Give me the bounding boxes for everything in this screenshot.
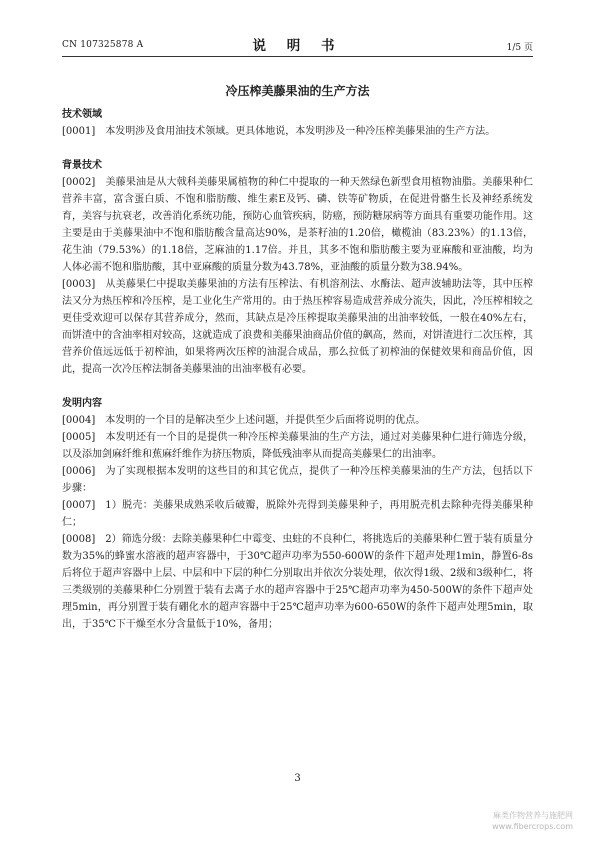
header-rule <box>62 56 533 57</box>
paragraph <box>62 531 533 633</box>
paragraph-number: [0006] <box>62 466 96 477</box>
watermark-url: www.fibercrops.com <box>492 822 573 831</box>
paragraph <box>62 429 533 463</box>
paragraph-number: [0008] <box>62 534 96 545</box>
page-header <box>62 30 533 54</box>
section-heading: 技术领域 <box>62 109 102 120</box>
paragraph <box>62 412 533 429</box>
paragraph-text: 本发明还有一个目的是提供一种冷压榨美藤果油的生产方法，通过对美藤果种仁进行筛选分级，以及添加剑麻纤维和蕉麻纤维作为挤压物质，降低残油率从而提高美藤果仁的出油率。 <box>62 432 533 460</box>
section-heading: 发明内容 <box>62 398 102 409</box>
document-title: 冷压榨美藤果油的生产方法 <box>225 84 370 98</box>
publication-number: CN 107325878 A <box>62 40 144 50</box>
paragraph-text: 2）筛选分级：去除美藤果种仁中霉变、虫蛀的不良种仁，将挑选后的美藤果种仁置于装有质量分数为35%的蜂蜜水溶液的超声容器中，于30℃超声功率为550-600W的条件下超声处理1min，静置6-8s后将位于超声容器中上层、中层和中下层的种仁分别取出并依次分装处理，依次得1级、2级和3级种仁，将三类级别的美藤果种仁分别置于装有去离子水的超声容器中于25℃超声功率为450-500W的条件下超声处理5min，再分别置于装有硼化水的超声容器中于25℃超声功率为600-650W的条件下超声处理5min，取出，于35℃下干燥至水分含量低于10%，备用； <box>62 534 533 630</box>
page-indicator: 1/5 页 <box>506 43 533 53</box>
paragraph-number: [0007] <box>62 500 96 511</box>
paragraph <box>62 174 533 276</box>
paragraph <box>62 276 533 378</box>
paragraph-text: 美藤果油是从大戟科美藤果属植物的种仁中提取的一种天然绿色新型食用植物油脂。美藤果种仁营养丰富，富含蛋白质、不饱和脂肪酸、维生素E及钙、磷、铁等矿物质，在促进骨骼生长及神经系统发育，美容与抗衰老，改善消化系统功能，预防心血管疾病，防癌，预防糖尿病等方面具有重要功能作用。这主要是由于美藤果油中不饱和脂肪酸含量高达90%，是茶籽油的1.20倍，橄榄油（83.23%）的1.13倍，花生油（79.53%）的1.18倍，芝麻油的1.17倍。并且，其多不饱和脂肪酸主要为亚麻酸和亚油酸，均为人体必需不饱和脂肪酸，其中亚麻酸的质量分数为43.78%，亚油酸的质量分数为38.94%。 <box>62 177 533 273</box>
paragraph-number: [0001] <box>62 126 96 137</box>
document-type: 说 明 书 <box>252 38 343 54</box>
paragraph-number: [0003] <box>62 279 96 290</box>
watermark-name: 麻类作物营养与施肥网 <box>493 811 573 820</box>
section-heading: 背景技术 <box>62 160 102 171</box>
page-number: 3 <box>294 773 301 784</box>
paragraph-text: 本发明的一个目的是解决至少上述问题，并提供至少后面将说明的优点。 <box>105 415 426 426</box>
paragraph <box>62 497 533 531</box>
paragraph-number: [0002] <box>62 177 96 188</box>
paragraph <box>62 463 533 497</box>
watermark <box>492 810 573 832</box>
paragraph-text: 为了实现根据本发明的这些目的和其它优点，提供了一种冷压榨美藤果油的生产方法，包括以下步骤： <box>62 466 533 494</box>
paragraph-text: 本发明涉及食用油技术领域。更具体地说，本发明涉及一种冷压榨美藤果油的生产方法。 <box>105 126 496 137</box>
paragraph-number: [0004] <box>62 415 96 426</box>
paragraph-number: [0005] <box>62 432 96 443</box>
paragraph <box>62 123 533 140</box>
paragraph-text: 1）脱壳：美藤果成熟采收后破瓣，脱除外壳得到美藤果种子，再用脱壳机去除种壳得美藤果种仁； <box>62 500 533 528</box>
document-body <box>62 106 533 633</box>
paragraph-text: 从美藤果仁中提取美藤果油的方法有压榨法、有机溶剂法、水酶法、超声波辅助法等，其中压榨法又分为热压榨和冷压榨，是工业化生产常用的。由于热压榨容易造成营养成分流失，因此，冷压榨相较之更佳受欢迎可以保存其营养成分，然而，其缺点是冷压榨提取美藤果油的出油率较低，一般在40%左右，而饼渣中的含油率相对较高，这就造成了浪费和美藤果油商品价值的飙高，然而，对饼渣进行二次压榨，其营养价值远远低于初榨油，如果将两次压榨的油混合成品，那么拉低了初榨油的保健效果和商品价值，因此，提高一次冷压榨法制备美藤果油的出油率极有必要。 <box>62 279 533 375</box>
